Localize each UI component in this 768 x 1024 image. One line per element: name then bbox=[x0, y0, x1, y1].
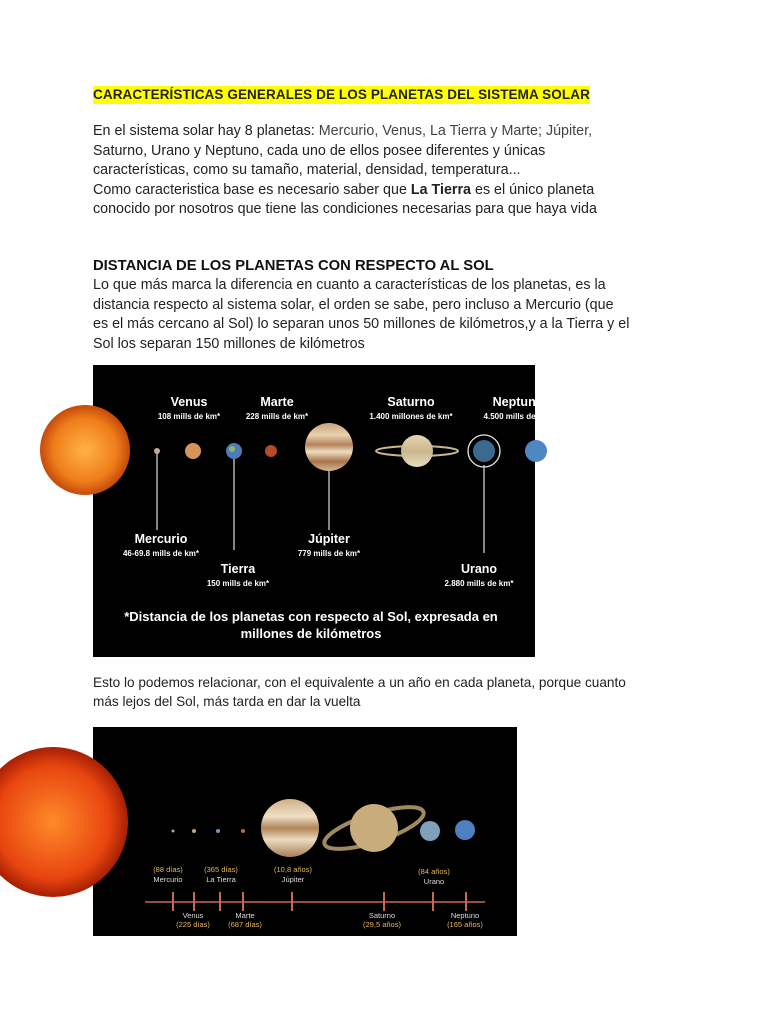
figure-caption-line1: *Distancia de los planetas con respecto al Sol, expresada en bbox=[124, 609, 498, 624]
planet-label: Saturno bbox=[387, 395, 435, 409]
orbit-planet-name: Urano bbox=[423, 877, 445, 886]
planet-distance: 779 mills de km* bbox=[297, 549, 361, 558]
orbit-period: (225 días) bbox=[176, 920, 210, 929]
intro-line2: Saturno, Urano y Neptuno, cada uno de ellos posee diferentes y únicas bbox=[93, 142, 546, 159]
orbit-period: (29,5 años) bbox=[363, 920, 401, 929]
distance-line1: Lo que más marca la diferencia en cuanto a características de los planetas, es la bbox=[93, 277, 606, 293]
planet-label: Tierra bbox=[220, 562, 256, 576]
planet-distance: 108 mills de km* bbox=[157, 412, 221, 421]
intro-line1-list: Mercurio, Venus, La Tierra y Marte; Júpiter, bbox=[318, 123, 593, 139]
neptune-image bbox=[455, 820, 475, 840]
uranus-image bbox=[473, 440, 495, 462]
orbit-planet-name: Venus bbox=[182, 911, 204, 920]
orbit-planet-name: Marte bbox=[235, 911, 255, 920]
orbit-period: (687 días) bbox=[228, 920, 262, 929]
saturn-image bbox=[401, 435, 433, 467]
document-title: CARACTERÍSTICAS GENERALES DE LOS PLANETAS DEL SISTEMA SOLAR bbox=[93, 87, 590, 102]
intro-line5: conocido por nosotros que tiene las condiciones necesarias para que haya vida bbox=[93, 201, 597, 217]
orbit-period: (365 días) bbox=[204, 865, 238, 874]
mercury-image bbox=[154, 448, 160, 454]
distance-line2: distancia respecto al sistema solar, el orden se sabe, pero incluso a Mercurio (que bbox=[93, 296, 614, 313]
intro-line4-post: es el único planeta bbox=[471, 181, 595, 198]
planet-label: Mercurio bbox=[134, 532, 188, 546]
planet-distance-figure bbox=[93, 365, 553, 657]
intro-paragraph bbox=[93, 122, 693, 220]
orbit-paragraph bbox=[93, 673, 693, 711]
uranus-image bbox=[420, 821, 440, 841]
orbit-period: (165 años) bbox=[447, 920, 483, 929]
jupiter-image bbox=[305, 423, 353, 471]
planet-label: Venus bbox=[170, 395, 208, 409]
neptune-image bbox=[525, 440, 547, 462]
venus-image bbox=[185, 443, 201, 459]
planet-label: Marte bbox=[260, 395, 294, 409]
mars-image bbox=[265, 445, 277, 457]
sun-image bbox=[0, 747, 128, 897]
planet-label: Urano bbox=[460, 562, 498, 576]
orbit-period: (88 días) bbox=[153, 865, 183, 874]
planet-distance: 2.880 mills de km* bbox=[444, 579, 514, 588]
orbital-period-figure bbox=[93, 727, 517, 936]
distance-paragraph bbox=[93, 276, 693, 354]
planet-distance: 150 mills de km* bbox=[206, 579, 270, 588]
planet-label: Neptuno bbox=[492, 395, 544, 409]
intro-line4-pre: Como caracteristica base es necesario saber que bbox=[93, 181, 411, 198]
distance-section-title: DISTANCIA DE LOS PLANETAS CON RESPECTO AL SOL bbox=[93, 258, 494, 274]
orbit-line2: más lejos del Sol, más tarda en dar la vuelta bbox=[93, 694, 361, 709]
planet-distance: 46-69.8 mills de km* bbox=[122, 549, 200, 558]
earth-image bbox=[216, 829, 220, 833]
intro-line1-pre: En el sistema solar hay 8 planetas: bbox=[93, 123, 319, 139]
distance-line4: Sol los separan 150 millones de kilómetros bbox=[93, 335, 365, 352]
mercury-image bbox=[172, 830, 175, 833]
planet-distance: 228 mills de km* bbox=[245, 412, 309, 421]
orbit-period: (84 años) bbox=[418, 867, 450, 876]
intro-line4-bold: La Tierra bbox=[410, 181, 472, 198]
orbit-planet-name: Mercurio bbox=[153, 875, 183, 884]
saturn-image bbox=[350, 804, 398, 852]
mars-image bbox=[241, 829, 245, 833]
orbit-planet-name: La Tierra bbox=[206, 875, 236, 884]
planet-distance: 4.500 mills de km* bbox=[483, 412, 553, 421]
venus-image bbox=[192, 829, 196, 833]
figure-caption-line2: millones de kilómetros bbox=[240, 626, 382, 641]
orbit-planet-name: Saturno bbox=[368, 911, 396, 920]
jupiter-image bbox=[261, 799, 319, 857]
orbit-period: (10,8 años) bbox=[274, 865, 312, 874]
intro-line3: características, como su tamaño, material, densidad, temperatura... bbox=[93, 162, 521, 178]
distance-line3: es el más cercano al Sol) lo separan unos 50 millones de kilómetros,y a la Tierra y el bbox=[93, 316, 630, 332]
planet-distance: 1.400 millones de km* bbox=[369, 412, 453, 421]
orbit-planet-name: Júpiter bbox=[281, 875, 305, 884]
orbit-line1: Esto lo podemos relacionar, con el equivalente a un año en cada planeta, porque cuanto bbox=[93, 675, 626, 690]
orbit-planet-name: Neptuno bbox=[450, 911, 480, 920]
planet-label: Júpiter bbox=[308, 532, 350, 546]
sun-image bbox=[40, 405, 130, 495]
